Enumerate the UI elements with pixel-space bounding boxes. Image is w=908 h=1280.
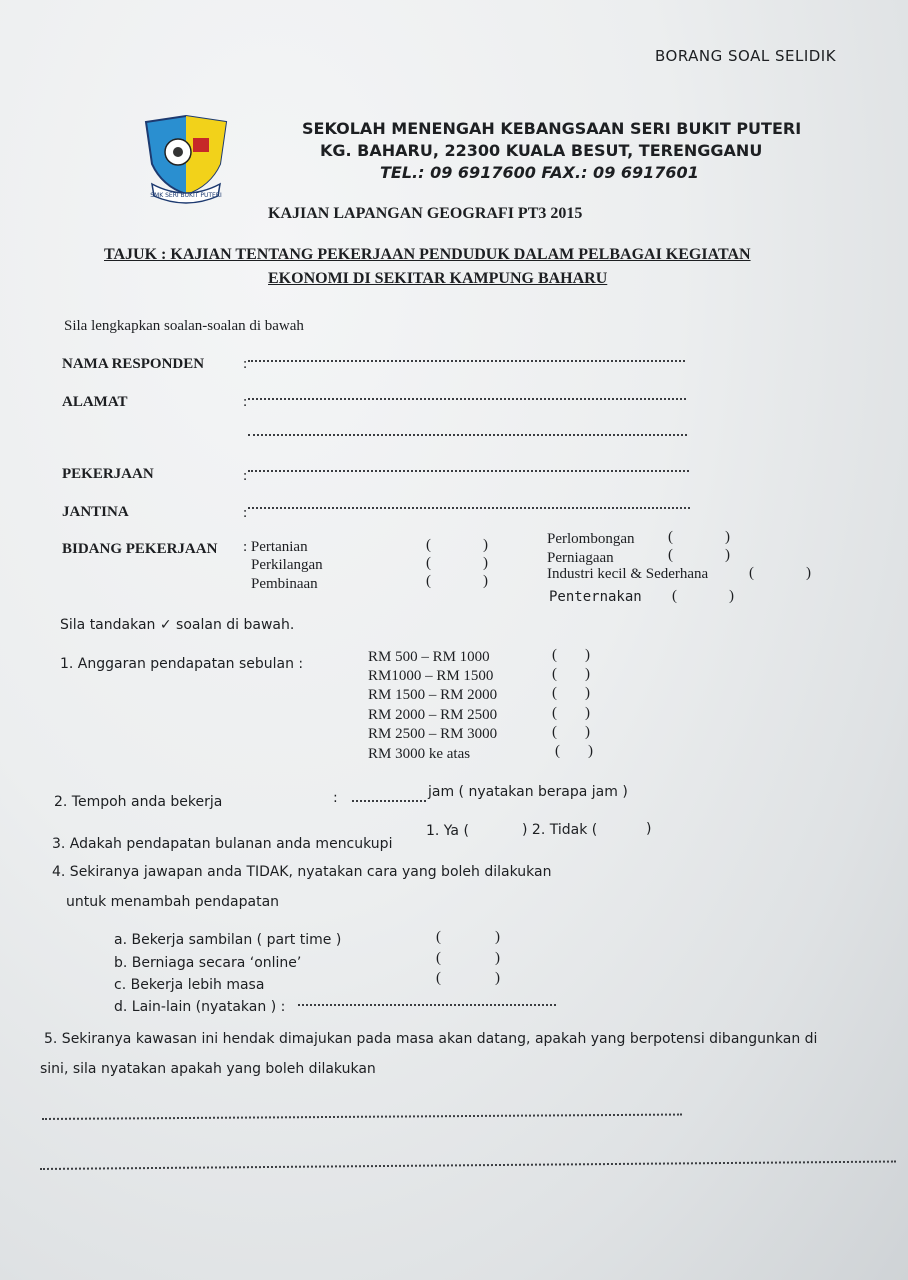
checkbox-pembinaan[interactable]: ( ) [426, 573, 488, 589]
bidang-pertanian: : Pertanian [243, 539, 308, 555]
checkbox-pertanian[interactable]: ( ) [426, 537, 488, 553]
q4-option-a: a. Bekerja sambilan ( part time ) [114, 932, 342, 948]
alamat-field-2[interactable] [248, 434, 687, 436]
q2-answer-hint: jam ( nyatakan berapa jam ) [428, 784, 628, 800]
colon: : [243, 468, 248, 484]
pekerjaan-field[interactable] [248, 470, 689, 472]
q4-checkbox-c[interactable]: ( ) [436, 970, 500, 986]
q4-option-c: c. Bekerja lebih masa [114, 977, 265, 993]
label-jantina: JANTINA [62, 504, 129, 520]
topic-line-2: EKONOMI DI SEKITAR KAMPUNG BAHARU [268, 270, 608, 287]
q5-line-1: 5. Sekiranya kawasan ini hendak dimajukan pada masa akan datang, apakah yang berpotensi dibangunkan di [44, 1031, 818, 1047]
nama-responden-field[interactable] [248, 360, 685, 362]
q4-line-1: 4. Sekiranya jawapan anda TIDAK, nyatakan cara yang boleh dilakukan [52, 864, 552, 880]
bidang-perlombongan: Perlombongan [547, 531, 635, 547]
q3-option-tidak[interactable]: ) 2. Tidak ( [522, 822, 598, 838]
checkbox-industri-kecil[interactable]: ( ) [749, 565, 811, 581]
q3-close-bracket: ) [646, 821, 652, 837]
checkbox-perkilangan[interactable]: ( ) [426, 555, 488, 571]
q1-label: 1. Anggaran pendapatan sebulan : [60, 656, 304, 672]
q4-other-field[interactable] [298, 1004, 556, 1006]
q5-answer-line-2[interactable] [40, 1161, 896, 1170]
q1-option-3: RM 1500 – RM 2000 [368, 687, 498, 703]
jantina-field[interactable] [248, 507, 690, 509]
q1-checkbox-1[interactable]: ( ) [552, 647, 590, 663]
q5-line-2: sini, sila nyatakan apakah yang boleh dilakukan [40, 1061, 376, 1077]
q4-line-2: untuk menambah pendapatan [66, 894, 280, 910]
q2-hours-field[interactable] [352, 800, 426, 802]
school-name: SEKOLAH MENENGAH KEBANGSAAN SERI BUKIT PUTERI [302, 119, 802, 138]
school-logo-icon [138, 112, 234, 208]
label-nama-responden: NAMA RESPONDEN [62, 356, 205, 372]
school-contact: TEL.: 09 6917600 FAX.: 09 6917601 [380, 163, 699, 182]
q1-option-2: RM1000 – RM 1500 [368, 668, 494, 684]
label-alamat: ALAMAT [62, 394, 128, 410]
study-title: KAJIAN LAPANGAN GEOGRAFI PT3 2015 [268, 205, 583, 222]
q1-checkbox-5[interactable]: ( ) [552, 724, 590, 740]
school-address: KG. BAHARU, 22300 KUALA BESUT, TERENGGANU [320, 141, 763, 160]
alamat-field-1[interactable] [248, 398, 686, 400]
bidang-penternakan: Penternakan [549, 589, 642, 605]
q1-checkbox-2[interactable]: ( ) [552, 666, 590, 682]
q2-label: 2. Tempoh anda bekerja [54, 794, 223, 810]
colon: : [243, 505, 248, 521]
q3-label: 3. Adakah pendapatan bulanan anda mencukupi [52, 836, 393, 852]
colon: : [243, 394, 248, 410]
instruction-tick: Sila tandakan ✓ soalan di bawah. [60, 617, 295, 633]
q4-option-b: b. Berniaga secara ‘online’ [114, 955, 302, 971]
logo-text: SMK SERI BUKIT PUTERI [150, 192, 222, 199]
checkbox-perlombongan[interactable]: ( ) [668, 529, 730, 545]
q4-option-d: d. Lain-lain (nyatakan ) : [114, 999, 286, 1015]
q1-checkbox-4[interactable]: ( ) [552, 705, 590, 721]
q1-checkbox-3[interactable]: ( ) [552, 685, 590, 701]
topic-line-1: TAJUK : KAJIAN TENTANG PEKERJAAN PENDUDUK DALAM PELBAGAI KEGIATAN [104, 246, 751, 263]
bidang-pembinaan: Pembinaan [251, 576, 318, 592]
q1-option-6: RM 3000 ke atas [368, 746, 471, 762]
label-pekerjaan: PEKERJAAN [62, 466, 154, 482]
form-label: BORANG SOAL SELIDIK [655, 47, 837, 65]
label-bidang-pekerjaan: BIDANG PEKERJAAN [62, 541, 218, 557]
bidang-perkilangan: Perkilangan [251, 557, 323, 573]
q5-answer-line-1[interactable] [42, 1114, 682, 1120]
q4-checkbox-a[interactable]: ( ) [436, 929, 500, 945]
colon: : [243, 356, 248, 372]
checkbox-perniagaan[interactable]: ( ) [668, 547, 730, 563]
bidang-industri-kecil: Industri kecil & Sederhana [547, 566, 709, 582]
instruction-complete: Sila lengkapkan soalan-soalan di bawah [64, 318, 304, 334]
bidang-perniagaan: Perniagaan [547, 550, 614, 566]
q1-option-5: RM 2500 – RM 3000 [368, 726, 498, 742]
q1-option-1: RM 500 – RM 1000 [368, 649, 490, 665]
q1-checkbox-6[interactable]: ( ) [555, 743, 593, 759]
q1-option-4: RM 2000 – RM 2500 [368, 707, 498, 723]
colon: : [333, 790, 338, 806]
checkbox-penternakan[interactable]: ( ) [672, 588, 734, 604]
q4-checkbox-b[interactable]: ( ) [436, 950, 500, 966]
q3-option-ya[interactable]: 1. Ya ( [426, 823, 469, 839]
